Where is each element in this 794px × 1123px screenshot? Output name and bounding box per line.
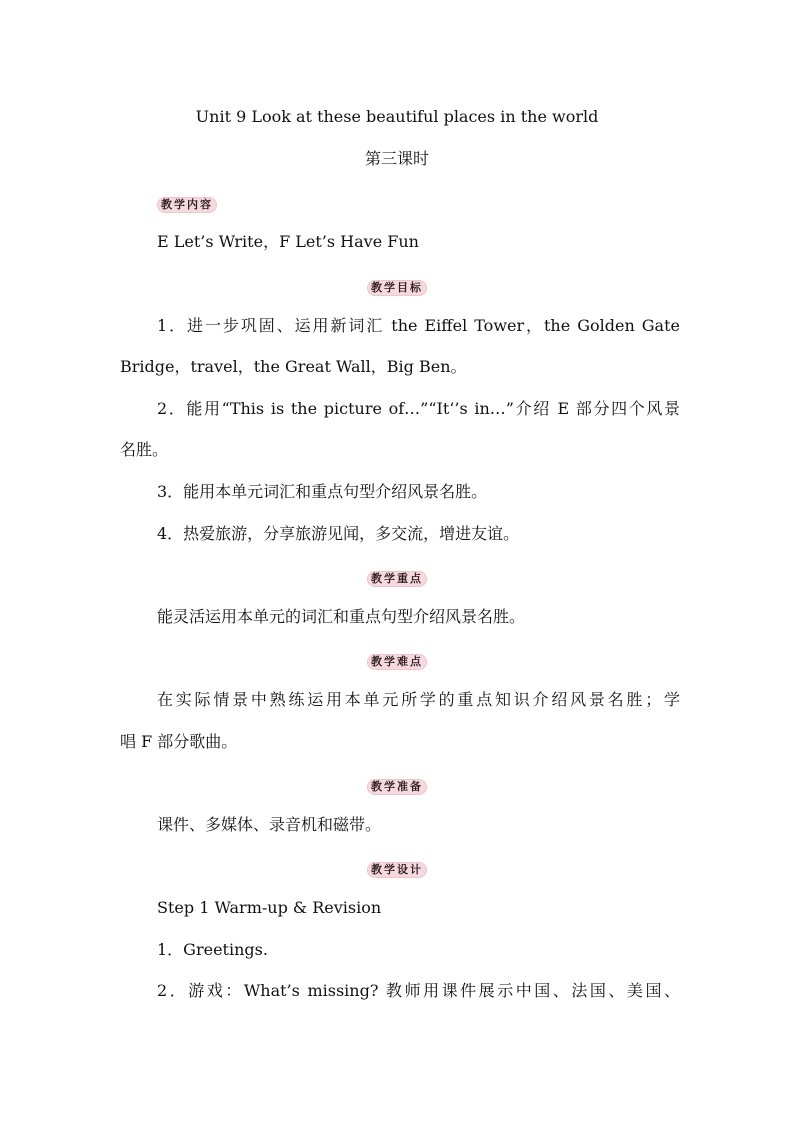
objective-4: 4．热爱旅游，分享旅游见闻，多交流，增进友谊。 [157, 524, 520, 543]
section-badge-preparation [0, 775, 794, 793]
preparation-text: 课件、多媒体、录音机和磁带。 [157, 815, 382, 834]
badge-label: 教学设计 [367, 862, 427, 878]
badge-label: 教学内容 [157, 197, 217, 213]
objective-2-line-1: 2．能用“This is the picture of…”“It‘’s in…”介绍 E 部分四个风景 [157, 399, 680, 418]
key-points-text: 能灵活运用本单元的词汇和重点句型介绍风景名胜。 [157, 607, 526, 626]
section-badge-objectives [0, 276, 794, 294]
difficulties-line-2: 唱 F 部分歌曲。 [120, 732, 238, 751]
objective-3: 3．能用本单元词汇和重点句型介绍风景名胜。 [157, 482, 488, 501]
difficulties-line-1: 在实际情景中熟练运用本单元所学的重点知识介绍风景名胜；学 [157, 690, 680, 709]
section-badge-design [0, 858, 794, 876]
badge-label: 教学准备 [367, 779, 427, 795]
design-step-1: Step 1 Warm-up & Revision [157, 898, 382, 917]
content-text: E Let’s Write，F Let’s Have Fun [157, 232, 419, 251]
section-badge-key-points [0, 567, 794, 585]
badge-label: 教学目标 [367, 280, 427, 296]
objective-1-line-1: 1．进一步巩固、运用新词汇 the Eiffel Tower，the Golden Gate [157, 316, 680, 335]
objective-1-line-2: Bridge，travel，the Great Wall，Big Ben。 [120, 357, 467, 376]
badge-label: 教学重点 [367, 571, 427, 587]
section-badge-difficulties [0, 650, 794, 668]
section-badge-content [157, 193, 217, 211]
badge-label: 教学难点 [367, 654, 427, 670]
design-item-1: 1．Greetings. [157, 940, 268, 959]
objective-2-line-2: 名胜。 [120, 440, 169, 459]
document-title: Unit 9 Look at these beautiful places in the world [195, 107, 599, 126]
design-item-2: 2．游戏：What’s missing? 教师用课件展示中国、法国、美国、 [157, 981, 680, 1000]
lesson-subtitle: 第三课时 [364, 149, 429, 168]
